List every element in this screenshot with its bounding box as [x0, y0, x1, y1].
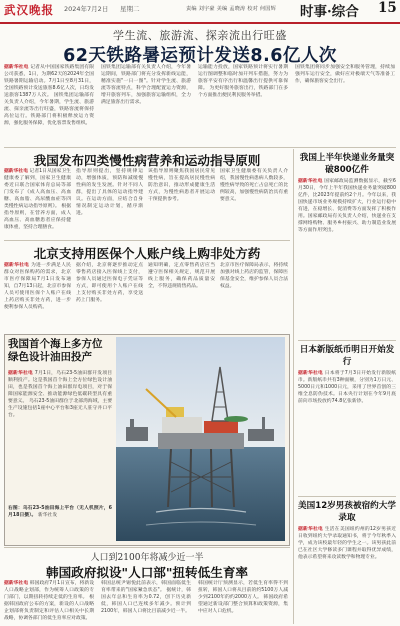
sidebar-2-title: 日本新版纸币明日开始发行 — [299, 345, 395, 367]
divider — [4, 547, 290, 548]
birth-text-1: 韩国政府7月1日宣布，将新设人口战略企划部，作为统筹人口政策的专门部门，以期扭转持续走低的生育率。 根据韩国政府公布的方案，新设的人口战略企划部将负责制定和评估人口相关中长期战略，协调各部门的低生育率应对政策。 — [4, 581, 94, 621]
oil-headline: 我国首个海上多方位绿色设计油田投产 — [8, 338, 103, 363]
page-number: 15 — [378, 0, 397, 16]
sidebar-3-text: 生活在美国纽约州的12岁男孩近日收到纽约大学录取通知书，将于今年秋季入学，成为该校最年轻的学生之一。该男孩此前已在社区大学修读多门课程并取得优异成绩，他表示希望将来攻读数学和物理专业。 — [298, 527, 396, 560]
lead-column-4: 国铁集团将同步加强安全和服务管理，持续加强列车运行安全，做好应对极端天气等准备工作，确保旅客安全出行。 — [295, 65, 395, 84]
sidebar-2-byline: 据新华社电 — [298, 371, 323, 376]
sport-column-1 — [4, 168, 71, 238]
birth-column-3: 韩国统计厅预测显示，若低生育率得不到扭转，韩国人口将从目前的约5100万人减少到2100年的约2000万人。 韩国政府希望通过新设部门整合预算和政策资源，集中应对人口危机。 — [198, 581, 288, 614]
newspaper-logo: 武汉晚报 — [4, 3, 54, 17]
sidebar-3-byline: 据新华社电 — [298, 527, 324, 532]
divider — [298, 340, 396, 341]
oil-caption-text: 右图：乌石23-5油田海上平台（无人机照片，6月18日摄）。 — [8, 506, 112, 518]
medical-column-1 — [4, 262, 71, 332]
divider — [298, 496, 396, 497]
issue-date: 2024年7月2日 — [64, 5, 109, 13]
lead-byline: 据新华社电 — [4, 65, 29, 70]
sport-byline: 据新华社电 — [4, 169, 28, 174]
lead-headline: 62天铁路暑运预计发送8.6亿人次 — [63, 46, 337, 66]
issue-weekday: 星期二 — [120, 5, 140, 13]
sidebar-1-body — [298, 178, 396, 336]
lead-subtitle: 学生流、旅游流、探亲流出行旺盛 — [113, 29, 287, 42]
section-title: 时事·综合 — [300, 4, 359, 20]
sidebar-3-title: 美国12岁男孩被宿约大学录取 — [298, 501, 396, 523]
oil-caption — [8, 505, 112, 541]
birth-column-1 — [4, 580, 94, 624]
medical-headline: 北京支持用医保个人账户线上购非处方药 — [33, 246, 261, 261]
medical-byline: 据新华社电 — [4, 263, 30, 268]
sport-column-2: 指导原则提出，坚持规律运动，增强体质，预防和减缓慢性病的发生发展。针对不同人群，提出了具体的运动指导建议。在运动方面，应结合自身情况制定运动计划，循序渐进。 — [76, 169, 143, 216]
birth-column-2: 韩国总统尹锡悦此前表示，韩国面临低生育率带来的"国家紧急状态"。 据统计，韩国去年总和生育率为0.72，创下历史新低，韩国人口已连续多年减少。预计到2100年，韩国人口将比目前减少近一半。 — [101, 581, 191, 614]
oil-credit: 新华社发 — [37, 513, 58, 518]
sidebar-1-text: 国家邮政局监测数据显示，截至6月30日，今年上半年我国快递业务量突破800亿件，比2023年提前约2个月。今年以来，我国快递市场业务规模持续扩大，行业运行稳中有进，在稳增长、促消费等方面发挥了积极作用。国家邮政局有关负责人介绍，快递业在支撑网络购物、服务乡村振兴、助力制造业发展等方面作用突出。 — [298, 179, 396, 233]
oil-platform-illustration — [116, 337, 285, 541]
lead-column-1 — [4, 64, 94, 144]
birth-headline: 韩国政府拟设"人口部"扭转低生育率 — [45, 565, 249, 580]
oil-body — [8, 370, 112, 502]
birth-subtitle: 人口到2100年将减少近一半 — [90, 553, 204, 563]
sport-column-4: 国家卫生健康委有关负责人介绍，我国慢性病患病人数较多，慢性病导致的死亡占总死亡的比例较高，加强慢性病防治具有重要意义。 — [220, 169, 288, 202]
oil-platform-photo — [116, 337, 285, 541]
divider — [4, 240, 290, 241]
sport-column-3: 该指导原则聚焦我国居民常见慢性病，旨在提高居民慢性病防治意识，推动形成健康生活方式，为慢性病患者开展运动干预提供参考。 — [148, 169, 215, 202]
medical-column-2: 据介绍，北京将逐步推动定点零售药店接入医保线上支付，参保人员通过医保电子凭证等方式，即可使用个人账户在线上支付购买非处方药，享受送药上门服务。 — [76, 263, 143, 303]
oil-text: 7月1日，乌石23-5油田群开发项目顺利投产。这是我国首个海上全方位绿色设计油田，也是我国首个海上油田群岸电项目，对于保障国家能源安全、推动能源绿色低碳转型具有重要意义。 乌石23-5油田群位于北部湾海域，主要生产设施包括1座中心平台和3座无人驻守井口平台。 — [8, 371, 112, 418]
medical-text-1: 为进一步满足人民群众对医保购药的需求，北京市医疗保障局7月1日发布通知，自7月13日起，北京市参保人员可使用医保个人账户在线上药店购买非处方药，进一步便利参保人员购药。 — [4, 263, 71, 310]
sport-headline: 我国发布四类慢性病营养和运动指导原则 — [33, 153, 261, 168]
sport-text-1: 记者1日从国家卫生健康委了解到，国家卫生健康委近日联合国家体育总局等部门发布了《成人高血压、高血糖、高血脂、高尿酸血症等四类慢性病运动指导原则》。 根据指导原则，在营养方面，成人高血压、高血糖患者应保持健康体重，坚持合理膳食。 — [4, 169, 71, 230]
sidebar-divider — [293, 149, 294, 624]
sidebar-2-text: 日本将于7月3日开始发行新版纸币。新版纸币共有3种面额，分别为1万日元、5000日元和1000日元，采用了世界首创的三维全息防伪技术。日本央行计划在今年9月底前向市场投放约74.8亿张新钞。 — [298, 371, 396, 404]
sidebar-3-body — [298, 526, 396, 624]
divider — [4, 147, 396, 148]
lead-column-2: 国铁集团运输部有关负责人介绍，今年暑运期间，铁路部门将充分发挥新线运能，精准实施"一日一图"。针对学生流、旅游流等客流特点，科学合理配置运力资源，增开旅客列车，加强旅客运输组织，全力满足旅客出行需求。 — [101, 65, 191, 105]
sidebar-1-title: 我国上半年快递业务量突破800亿件 — [299, 153, 395, 175]
sidebar-2-body — [298, 370, 396, 492]
oil-byline: 据新华社电 — [8, 371, 33, 376]
editor-credits: 责编 刘宇豪 美编 孟晓涛 校对 何国辉 — [186, 6, 277, 12]
sidebar-1-byline: 据新华社电 — [298, 179, 323, 184]
medical-column-4: 北京市医疗保障局表示，将持续加强对线上药店的监管，保障医保基金安全，维护参保人员合法权益。 — [220, 263, 288, 289]
birth-byline: 据新华社电 — [4, 581, 29, 586]
lead-column-3: 运输能力投放，国家铁路预计将实行暑期运行图调整和临时加开列车措施，努力为旅客平安有序出行和温馨出行提供可靠保障。 为更好服务旅客出行，铁路部门在多个方面推出便民利民服务举措。 — [198, 65, 288, 98]
medical-column-3: 通知明确，定点零售药店应当遵守医保相关规定，规范开展线上服务，确保药品质量安全，不得违规销售药品。 — [148, 263, 215, 289]
lead-text-1: 记者从中国国家铁路集团有限公司获悉，1日，为期62天的2024年全国铁路暑期运输启动。7月1日至8月31日，全国铁路预计发送旅客8.6亿人次，日均发送旅客1387万人次。 国铁集团运输部有关负责人介绍，今年暑期，学生流、旅游流、探亲流等出行旺盛，铁路客流将保持高位运行。铁路部门将积极释放运力资源，强化服务保障，优化客票发售组织。 — [4, 65, 94, 126]
